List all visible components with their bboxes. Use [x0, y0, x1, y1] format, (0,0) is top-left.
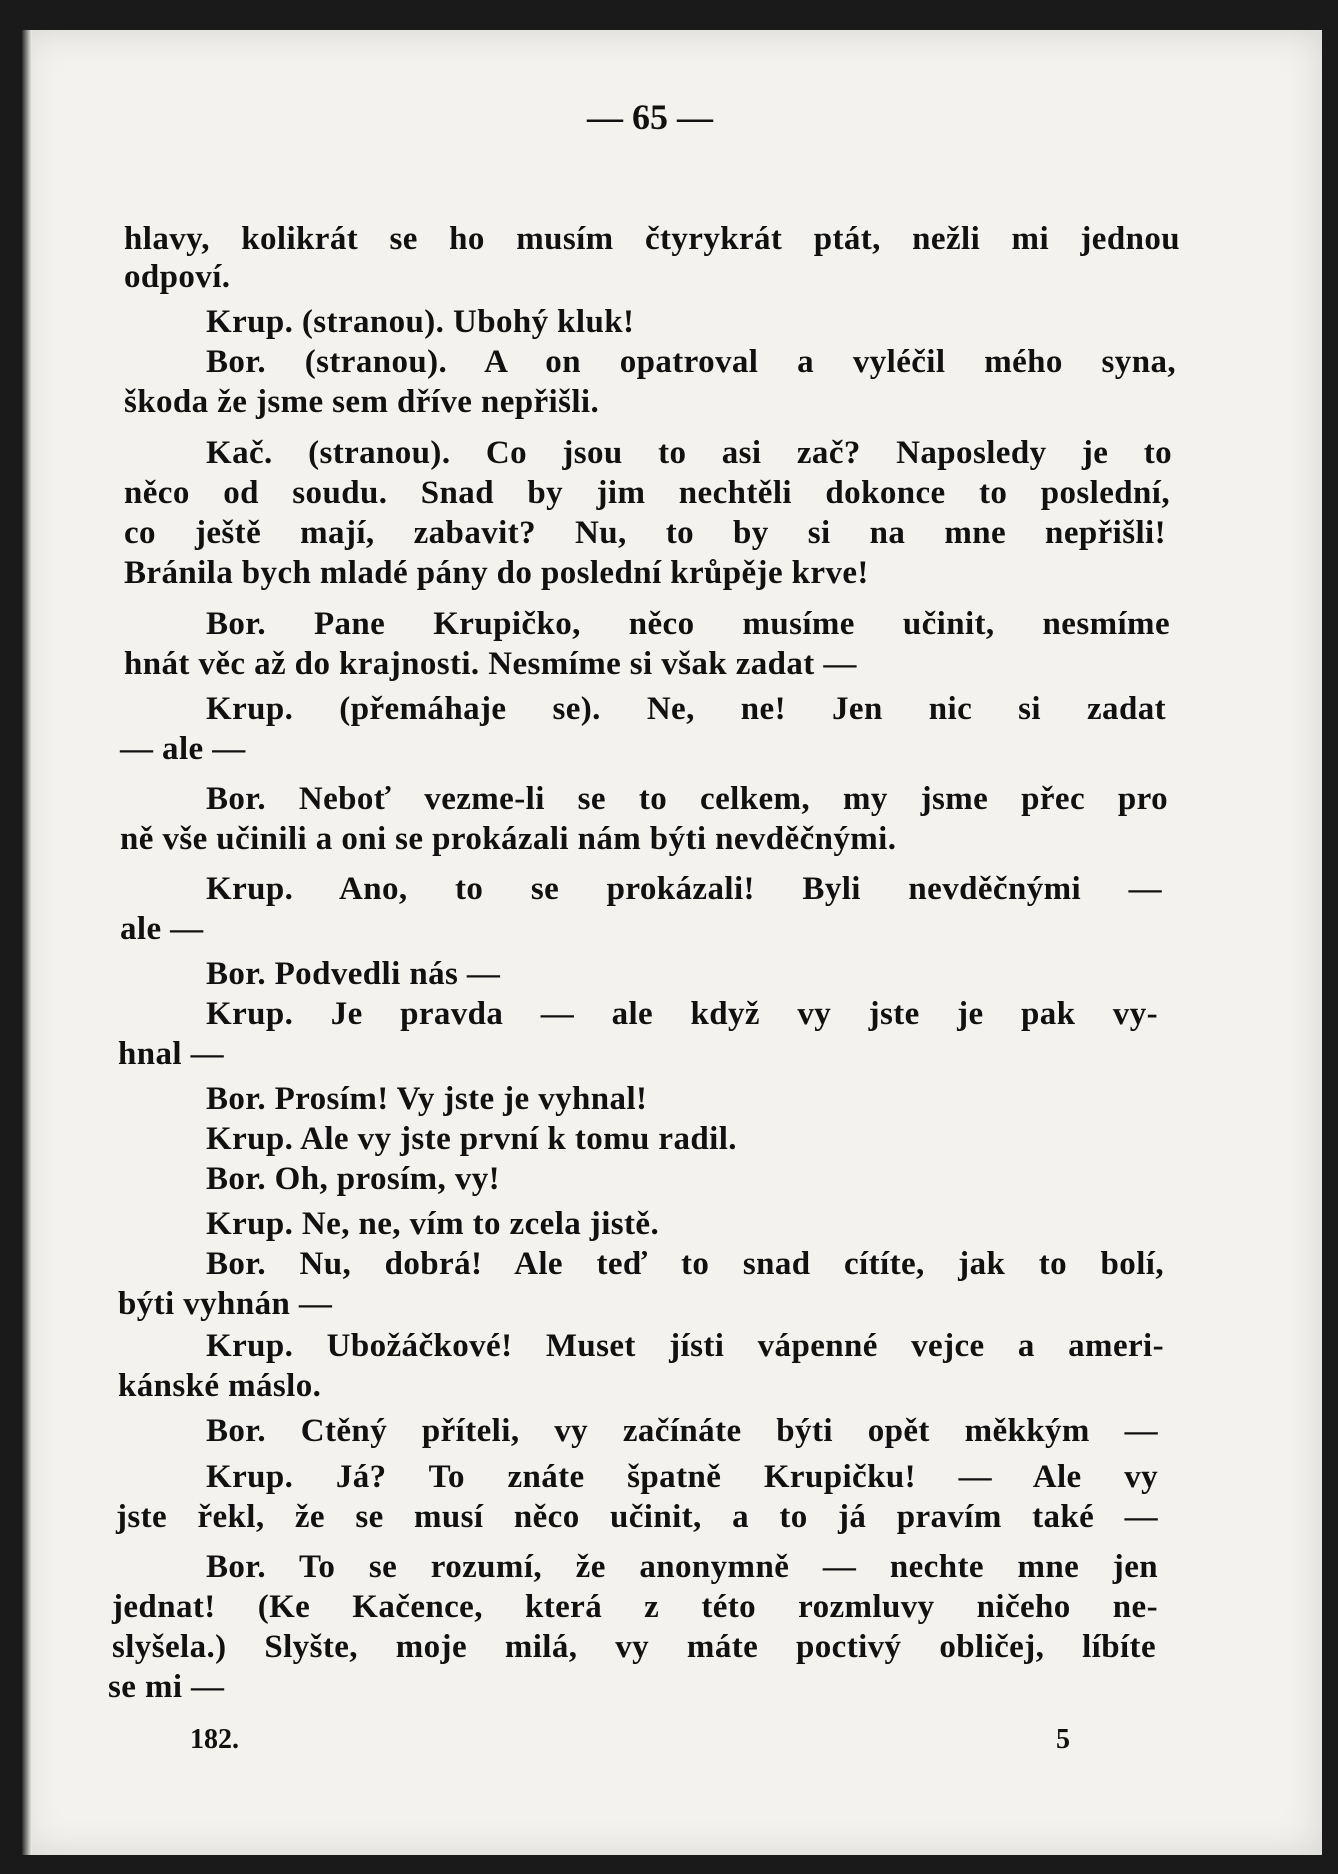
text-line: ně vše učinili a oni se prokázali nám býti nevděčnými. — [120, 821, 897, 857]
text-line: Krup. Já? To znáte špatně Krupičku! — Ale vy — [206, 1459, 1158, 1495]
text-line: slyšela.) Slyšte, moje milá, vy máte poctivý obličej, líbíte — [112, 1629, 1156, 1665]
text-line: něco od soudu. Snad by jim nechtěli dokonce to poslední, — [124, 475, 1170, 511]
text-line: Bor. To se rozumí, že anonymně — nechte mne jen — [206, 1549, 1158, 1585]
text-line: Kač. (stranou). Co jsou to asi zač? Naposledy je to — [206, 435, 1172, 471]
text-line: hnal — — [118, 1036, 225, 1072]
text-line: Krup. Je pravda — ale když vy jste je pak vy- — [206, 996, 1158, 1032]
text-line: odpoví. — [124, 259, 231, 295]
signature-mark: 182. — [190, 1724, 239, 1755]
text-line: hlavy, kolikrát se ho musím čtyrykrát ptát, nežli mi jednou — [124, 221, 1180, 257]
sheet-number: 5 — [1056, 1724, 1070, 1755]
text-line: Krup. Ale vy jste první k tomu radil. — [206, 1121, 737, 1157]
text-line: Bránila bych mladé pány do poslední krůpěje krve! — [124, 555, 869, 591]
text-line: — ale — — [120, 731, 246, 767]
text-line: Bor. Prosím! Vy jste je vyhnal! — [206, 1081, 648, 1117]
text-line: Bor. Neboť vezme-li se to celkem, my jsme přec pro — [206, 781, 1168, 817]
text-line: jednat! (Ke Kačence, která z této rozmluvy ničeho ne- — [112, 1589, 1158, 1625]
text-line: Krup. Ne, ne, vím to zcela jistě. — [206, 1206, 660, 1242]
text-line: hnát věc až do krajnosti. Nesmíme si však zadat — — [124, 646, 857, 682]
text-line: škoda že jsme sem dříve nepřišli. — [124, 384, 600, 420]
text-line: Krup. Ano, to se prokázali! Byli nevděčnými — — [206, 871, 1162, 907]
text-line: Krup. (stranou). Ubohý kluk! — [206, 304, 635, 340]
text-line: Bor. (stranou). A on opatroval a vyléčil mého syna, — [206, 344, 1176, 380]
text-line: býti vyhnán — — [118, 1286, 333, 1322]
text-line: jste řekl, že se musí něco učinit, a to já pravím také — — [116, 1499, 1158, 1535]
text-line: co ještě mají, zabavit? Nu, to by si na mne nepřišli! — [124, 515, 1166, 551]
text-line: Bor. Nu, dobrá! Ale teď to snad cítíte, jak to bolí, — [206, 1246, 1164, 1282]
text-line: ale — — [120, 911, 204, 947]
text-line: kánské máslo. — [118, 1368, 322, 1404]
text-line: Krup. (přemáhaje se). Ne, ne! Jen nic si zadat — [206, 691, 1166, 727]
text-line: Bor. Pane Krupičko, něco musíme učinit, nesmíme — [206, 606, 1170, 642]
text-line: Bor. Oh, prosím, vy! — [206, 1161, 501, 1197]
text-line: Bor. Ctěný příteli, vy začínáte býti opět měkkým — — [206, 1413, 1158, 1449]
text-line: Krup. Ubožáčkové! Muset jísti vápenné vejce a ameri- — [206, 1328, 1164, 1364]
page-number: — 65 — — [587, 97, 713, 137]
text-line: se mi — — [108, 1669, 225, 1705]
text-line: Bor. Podvedli nás — — [206, 956, 501, 992]
